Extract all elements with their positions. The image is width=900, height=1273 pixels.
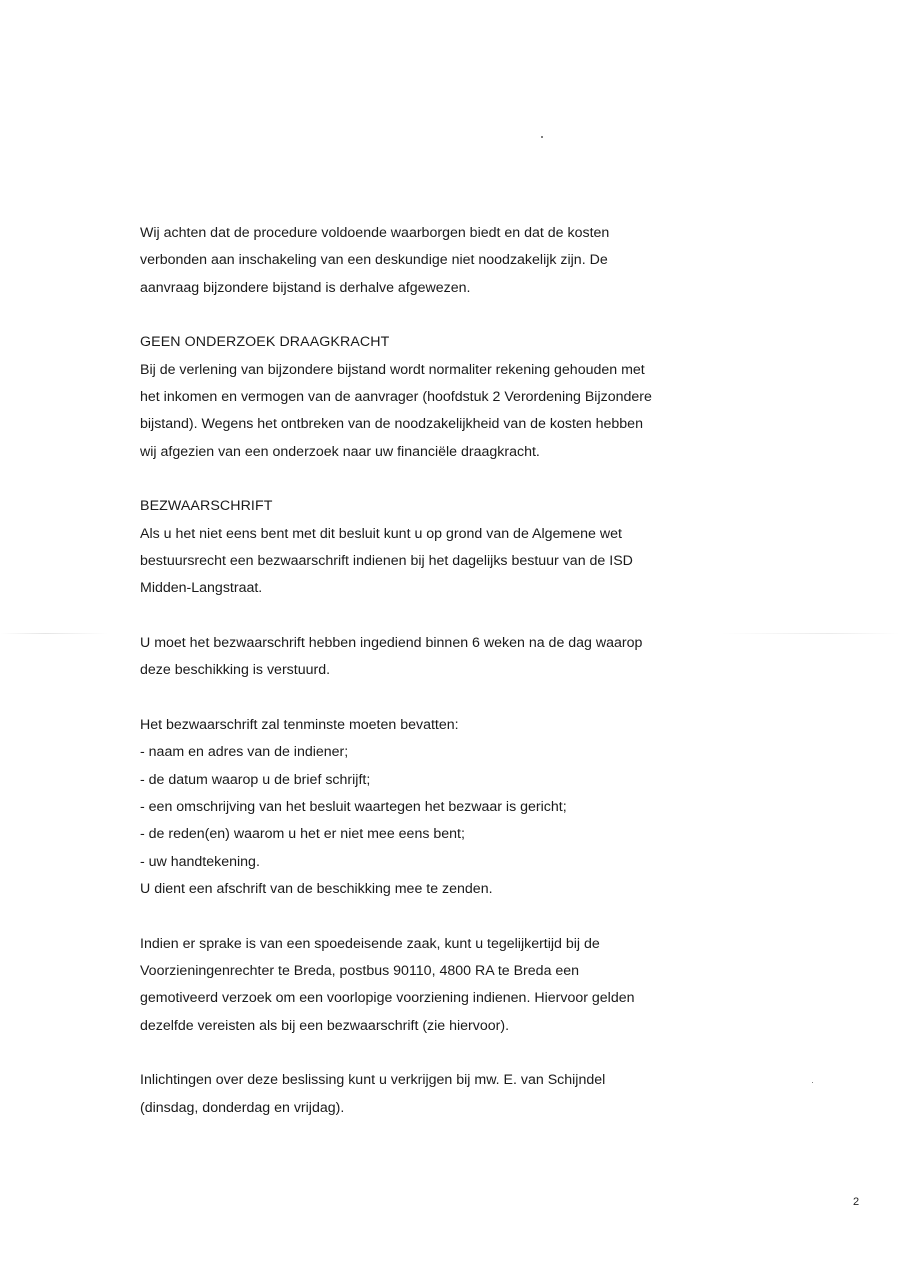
section-line: Als u het niet eens bent met dit besluit kunt u op grond van de Algemene wet <box>140 525 622 542</box>
list-item: - een omschrijving van het besluit waartegen het bezwaar is gericht; <box>140 798 567 815</box>
section-draagkracht <box>140 329 860 466</box>
section-line: het inkomen en vermogen van de aanvrager (hoofdstuk 2 Verordening Bijzondere <box>140 389 652 406</box>
requirements-closing: U dient een afschrift van de beschikking mee te zenden. <box>140 881 493 898</box>
section-heading: BEZWAARSCHRIFT <box>140 498 273 515</box>
urgent-line: gemotiveerd verzoek om een voorlopige voorziening indienen. Hiervoor gelden <box>140 990 635 1007</box>
info-paragraph <box>140 1067 860 1122</box>
section-heading: GEEN ONDERZOEK DRAAGKRACHT <box>140 334 390 351</box>
urgent-line: Voorzieningenrechter te Breda, postbus 90110, 4800 RA te Breda een <box>140 962 580 979</box>
list-item: - de datum waarop u de brief schrijft; <box>140 771 371 788</box>
intro-paragraph <box>140 220 860 302</box>
urgent-paragraph <box>140 931 860 1041</box>
intro-line: verbonden aan inschakeling van een deskundige niet noodzakelijk zijn. De <box>140 252 608 269</box>
scan-speck <box>541 136 543 138</box>
page-number: 2 <box>853 1196 860 1208</box>
section-line: Midden-Langstraat. <box>140 580 263 597</box>
section-bezwaarschrift <box>140 493 860 603</box>
urgent-line: dezelfde vereisten als bij een bezwaarschrift (zie hiervoor). <box>140 1017 510 1034</box>
list-item: - uw handtekening. <box>140 853 260 870</box>
intro-line: Wij achten dat de procedure voldoende waarborgen biedt en dat de kosten <box>140 225 610 241</box>
list-item: - naam en adres van de indiener; <box>140 744 349 761</box>
deadline-line: U moet het bezwaarschrift hebben ingediend binnen 6 weken na de dag waarop <box>140 634 643 651</box>
intro-line: aanvraag bijzondere bijstand is derhalve afgewezen. <box>140 279 471 296</box>
list-item: - de reden(en) waarom u het er niet mee eens bent; <box>140 826 465 843</box>
info-line: Inlichtingen over deze beslissing kunt u verkrijgen bij mw. E. van Schijndel <box>140 1072 606 1089</box>
section-line: bestuursrecht een bezwaarschrift indienen bij het dagelijks bestuur van de ISD <box>140 553 633 570</box>
requirements-intro: Het bezwaarschrift zal tenminste moeten bevatten: <box>140 716 459 733</box>
urgent-line: Indien er sprake is van een spoedeisende zaak, kunt u tegelijkertijd bij de <box>140 935 600 952</box>
info-line: (dinsdag, donderdag en vrijdag). <box>140 1099 345 1116</box>
section-line: Bij de verlening van bijzondere bijstand wordt normaliter rekening gehouden met <box>140 361 645 378</box>
requirements-list <box>140 712 860 904</box>
letter-body <box>140 220 860 1122</box>
section-line: wij afgezien van een onderzoek naar uw financiële draagkracht. <box>140 443 540 460</box>
section-line: bijstand). Wegens het ontbreken van de noodzakelijkheid van de kosten hebben <box>140 416 643 433</box>
deadline-line: deze beschikking is verstuurd. <box>140 662 331 679</box>
deadline-paragraph <box>140 630 860 685</box>
